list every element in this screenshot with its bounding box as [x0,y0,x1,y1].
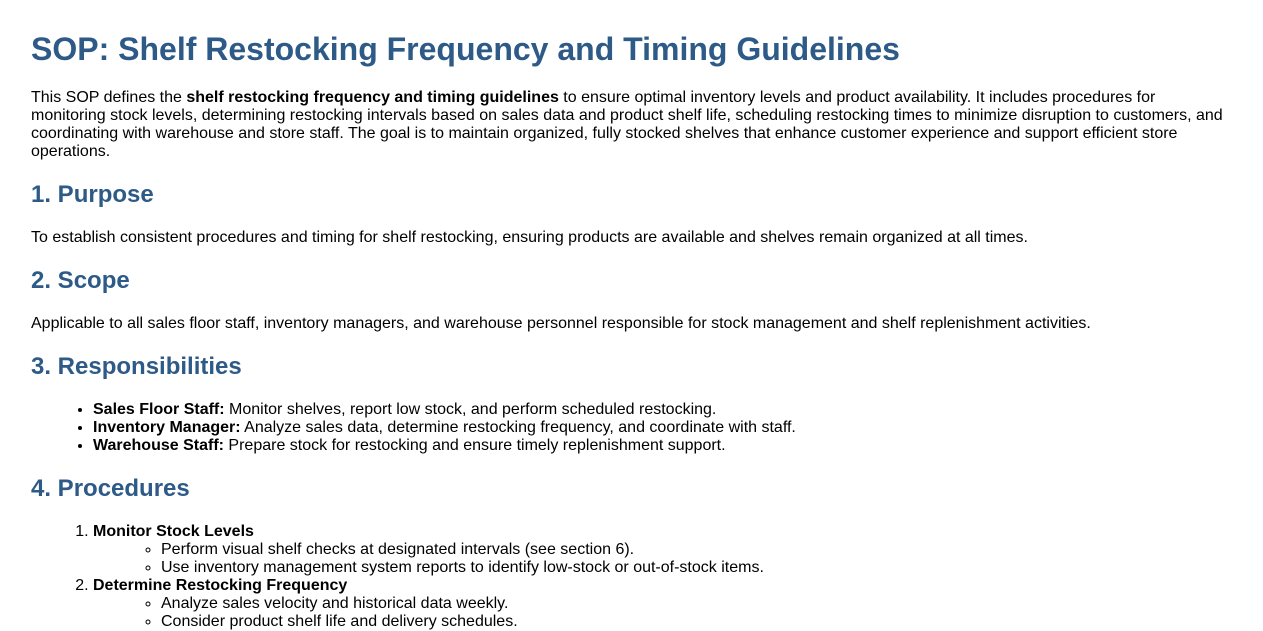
role-label: Inventory Manager: [93,419,241,436]
heading-responsibilities: 3. Responsibilities [31,353,242,380]
responsibilities-list [31,401,1232,455]
substep-item: ◦ Perform visual shelf checks at designated intervals (see section 6). [161,541,1232,559]
purpose-paragraph: To establish consistent procedures and timing for shelf restocking, ensuring products are available and shelves remain organized at all times. [31,229,1028,246]
intro-text-post: to ensure optimal inventory levels and product availability. It includes procedures for monitoring stock levels, determining restocking intervals based on sales data and product shelf life, scheduling restocking times to minimize disruption to customers, and coordinating with warehouse and store staff. The goal is to maintain organized, fully stocked shelves that enhance customer experience and support efficient store operations. [31,89,1223,160]
role-label: Sales Floor Staff: [93,401,225,418]
heading-scope: 2. Scope [31,267,130,294]
role-text: Analyze sales data, determine restocking frequency, and coordinate with staff. [240,419,796,436]
step-item [93,523,1232,577]
role-text: Prepare stock for restocking and ensure timely replenishment support. [223,437,726,454]
substeps-list [93,541,1232,577]
substeps-list [93,595,1232,631]
step-item [93,577,1232,631]
intro-paragraph [31,89,1232,161]
substep-item: ◦ Consider product shelf life and delivery schedules. [161,613,1232,631]
intro-text-bold: shelf restocking frequency and timing guidelines [186,89,559,106]
list-item [93,419,1232,437]
procedures-list [31,523,1232,631]
heading-purpose: 1. Purpose [31,181,154,208]
intro-text-pre: This SOP defines the [31,89,187,106]
heading-procedures: 4. Procedures [31,475,190,502]
substep-item: ◦ Use inventory management system reports to identify low-stock or out-of-stock items. [161,559,1232,577]
page-title: SOP: Shelf Restocking Frequency and Timing Guidelines [31,31,900,67]
role-text: Monitor shelves, report low stock, and perform scheduled restocking. [224,401,717,418]
list-item [93,437,1232,455]
substep-item: ◦ Analyze sales velocity and historical data weekly. [161,595,1232,613]
scope-paragraph: Applicable to all sales floor staff, inventory managers, and warehouse personnel responsible for stock management and shelf replenishment activities. [31,315,1091,332]
step-label: Monitor Stock Levels [93,523,254,540]
list-item [93,401,1232,419]
role-label: Warehouse Staff: [93,437,224,454]
step-label: Determine Restocking Frequency [93,577,348,594]
